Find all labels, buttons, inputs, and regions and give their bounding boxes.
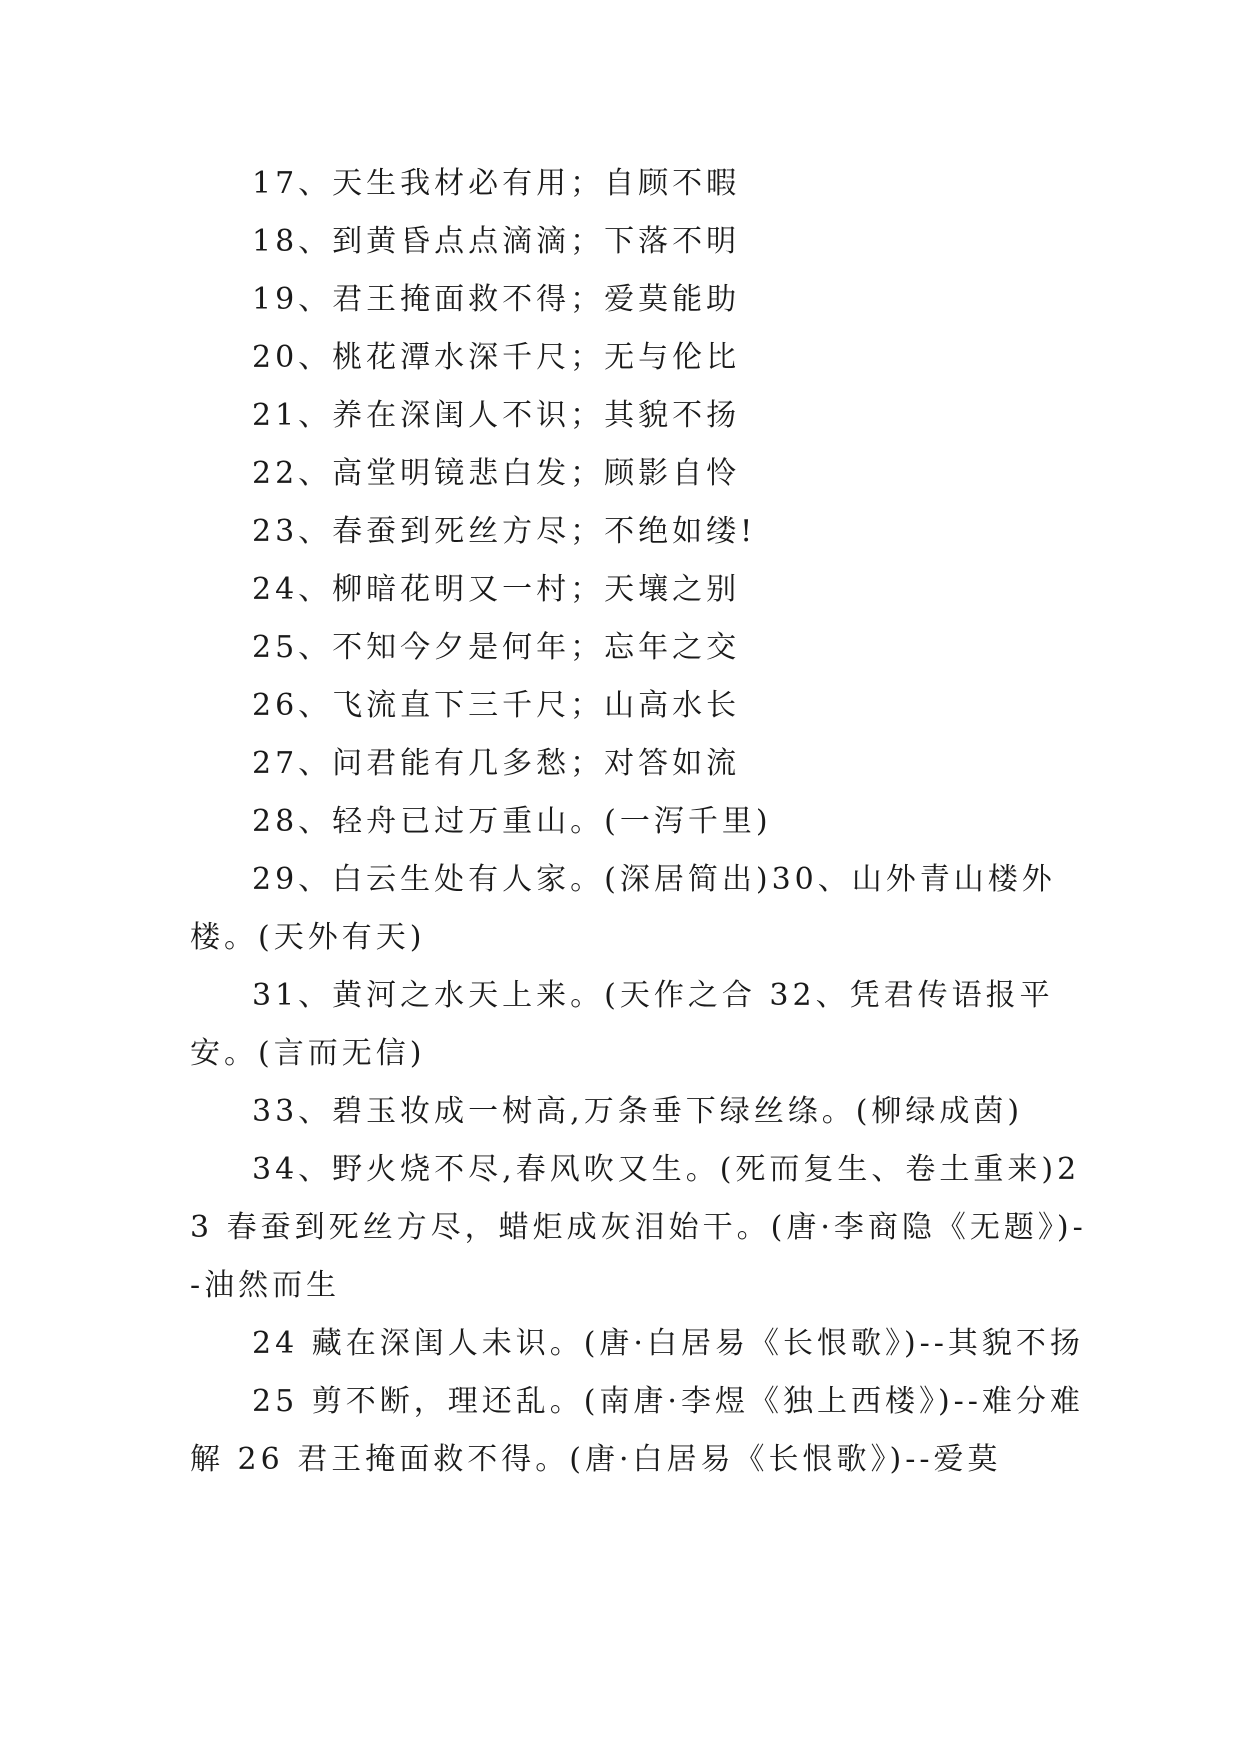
paragraph: 23、春蚕到死丝方尽；不绝如缕! xyxy=(252,514,757,549)
document-body xyxy=(190,155,1090,1489)
paragraph: 20、桃花潭水深千尺；无与伦比 xyxy=(252,340,741,375)
paragraph: 19、君王掩面救不得；爱莫能助 xyxy=(252,282,741,317)
paragraph: 29、白云生处有人家。(深居简出)30、山外青山楼外楼。(天外有天) xyxy=(190,862,1056,955)
paragraph: 24 藏在深闺人未识。(唐·白居易《长恨歌》)--其貌不扬 xyxy=(252,1326,1084,1361)
paragraph: 31、黄河之水天上来。(天作之合 32、凭君传语报平安。(言而无信) xyxy=(190,978,1054,1071)
paragraph: 34、野火烧不尽,春风吹又生。(死而复生、卷土重来)23 春蚕到死丝方尽，蜡炬成灰泪始干。(唐·李商隐《无题》)--油然而生 xyxy=(190,1152,1087,1303)
paragraph: 17、天生我材必有用；自顾不暇 xyxy=(252,166,741,201)
paragraph: 25、不知今夕是何年；忘年之交 xyxy=(252,630,741,665)
paragraph: 21、养在深闺人不识；其貌不扬 xyxy=(252,398,741,433)
paragraph: 28、轻舟已过万重山。(一泻千里) xyxy=(252,804,772,839)
paragraph: 24、柳暗花明又一村；天壤之别 xyxy=(252,572,741,607)
paragraph: 25 剪不断，理还乱。(南唐·李煜《独上西楼》)--难分难解 26 君王掩面救不得。(唐·白居易《长恨歌》)--爱莫 xyxy=(190,1384,1084,1477)
paragraph: 22、高堂明镜悲白发；顾影自怜 xyxy=(252,456,741,491)
paragraph: 26、飞流直下三千尺；山高水长 xyxy=(252,688,741,723)
paragraph: 27、问君能有几多愁；对答如流 xyxy=(252,746,741,781)
paragraph: 18、到黄昏点点滴滴；下落不明 xyxy=(252,224,741,259)
paragraph: 33、碧玉妆成一树高,万条垂下绿丝绦。(柳绿成茵) xyxy=(252,1094,1024,1129)
